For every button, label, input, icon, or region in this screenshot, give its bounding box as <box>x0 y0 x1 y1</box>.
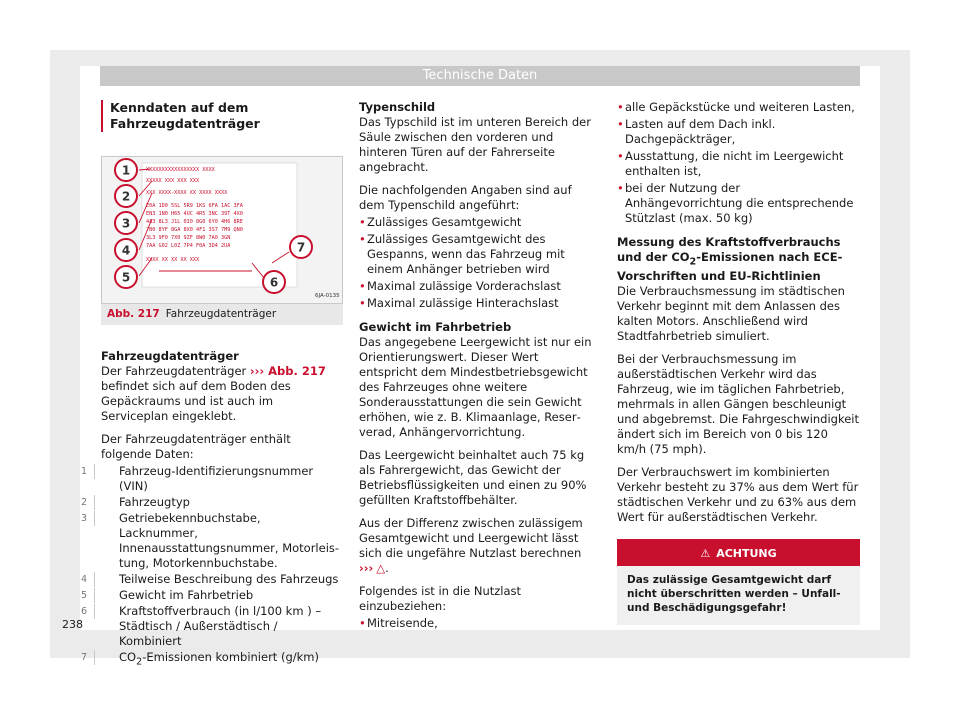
callout-number: 6 <box>269 275 279 290</box>
figure-caption-text: Fahrzeugdatenträger <box>165 308 277 320</box>
column-1 <box>81 100 343 670</box>
item-text-subscript: 2 <box>136 656 143 668</box>
item-text: Fahrzeugtyp <box>119 495 190 509</box>
bullet-item: • Zulässiges Gesamtgewicht des Gespanns, wenn das Fahrzeug mit einem Anhänger betrieben wird <box>359 232 600 277</box>
callout-number: 3 <box>121 216 131 231</box>
list-item <box>81 464 343 494</box>
list-item <box>81 588 343 603</box>
numbered-list <box>81 464 343 669</box>
heading-subscript: 2 <box>689 256 697 268</box>
callout-number: 1 <box>121 163 131 178</box>
item-number: 3 <box>81 511 95 526</box>
column-3 <box>617 100 860 625</box>
paragraph: Die Verbrauchsmessung im städtischen Verkehr beginnt mit dem Anlassen des kalten Motors. Anschließend wird Stadtfahrbetrieb simuliert. <box>617 284 845 344</box>
vehicle-data-sticker-figure <box>101 156 343 304</box>
item-text: Getriebekennbuchstabe, Lacknummer, Innenausstattungsnummer, Motorleistung, Motorkennbuchstabe. <box>119 511 340 570</box>
paragraph: Das Leergewicht beinhaltet auch 75 kg als Fahrergewicht, das Gewicht der Betriebsflüssigkeiten und einen zu 90% gefüllten Kraftstoffbehälter. <box>359 448 587 507</box>
item-text: Fahrzeug-Identifizierungsnummer (VIN) <box>119 464 314 493</box>
sticker-row: XXXXX XXX XXX XXX <box>146 178 200 184</box>
item-number: 5 <box>81 588 95 603</box>
item-text: Gewicht im Fahrbetrieb <box>119 588 254 602</box>
bullet-item: • Ausstattung, die nicht im Leergewicht enthalten ist, <box>617 149 860 179</box>
subheading-messung <box>617 235 860 284</box>
list-item <box>81 495 343 510</box>
bullet-item: • Mitreisende, <box>359 616 600 631</box>
figure-caption <box>101 304 343 325</box>
item-text: Teilweise Beschreibung des Fahrzeugs <box>119 572 339 586</box>
image-code: 6JA-0135 <box>315 293 340 299</box>
warning-header <box>617 541 860 566</box>
bullet-item: • bei der Nutzung der Anhängevorrichtung die entsprechende Stützlast (max. 50 kg) <box>617 181 860 226</box>
item-number: 4 <box>81 572 95 587</box>
sticker-row: EN3 1N0 H65 4UC 4R5 3NC 39T 4X0 <box>146 211 243 217</box>
item-number: 7 <box>81 650 95 665</box>
callout-number: 7 <box>296 240 306 255</box>
bullet-item: • alle Gepäckstücke und weiteren Lasten, <box>617 100 860 115</box>
figure-number: Abb. 217 <box>107 308 160 320</box>
item-number: 1 <box>81 464 95 479</box>
figure-reference-link[interactable]: ››› Abb. 217 <box>249 364 326 378</box>
callout-number: 5 <box>121 270 131 285</box>
heading-text: -Emissionen nach ECE-Vorschriften und EU-Richtlinien <box>617 250 843 284</box>
paragraph <box>359 516 600 576</box>
paragraph: Bei der Verbrauchsmessung im außerstädtischen Verkehr wird das Fahrzeug, wie im täglichen Fahrbetrieb, mehrmals in allen Gängen beschleunigt und abgebremst. Die Fahrgeschwindigkeit ändert sich im Bereich von 0 bis 120 km/h (75 mph). <box>617 352 860 457</box>
item-text: CO <box>119 650 137 664</box>
paragraph-text: befindet sich auf dem Boden des Gepäckraums und ist auch im Serviceplan eingeklebt. <box>101 379 291 423</box>
warning-box <box>617 539 860 625</box>
bullet-item: • Maximal zulässige Hinterachslast <box>359 296 600 311</box>
subheading-fahrzeugdatentraeger: Fahrzeugdatenträger <box>101 349 239 363</box>
sticker-row: XXX XXXX-XXXX XX XXXX XXXX <box>146 190 228 196</box>
page-number: 238 <box>62 618 83 631</box>
column-2 <box>359 100 600 633</box>
running-header: Technische Daten <box>100 66 860 86</box>
sticker-row: 7B0 8YF 8GA 8X0 4F1 3S7 7M9 QN0 <box>146 227 243 233</box>
item-text: -Emissionen kombiniert (g/km) <box>142 650 319 664</box>
bullet-item: • Maximal zulässige Vorderachslast <box>359 279 600 294</box>
warning-text: Das zulässige Gesamtgewicht darf nicht überschritten werden – Unfall- und Beschädigungsgefahr! <box>627 574 841 615</box>
warning-triangle-icon: ⚠ <box>700 547 711 561</box>
paragraph <box>101 364 343 424</box>
item-number: 2 <box>81 495 95 510</box>
warning-reference-link[interactable]: ››› <box>359 561 374 575</box>
sticker-row: 7AA G02 L0Z 7P4 F0A 3D4 2UA <box>146 243 231 249</box>
list-item <box>81 572 343 587</box>
section-title: Kenndaten auf dem Fahrzeugdatenträger <box>101 100 343 132</box>
paragraph: Die nachfolgenden Angaben sind auf dem Typenschild angeführt: <box>359 183 572 212</box>
list-item <box>81 511 343 571</box>
paragraph-text: Aus der Differenz zwischen zulässigem Gesamtgewicht und Leergewicht lässt sich die ungefähre Nutzlast berechnen <box>359 516 583 560</box>
callout-number: 4 <box>121 243 131 258</box>
vehicle-data-sticker-illustration <box>102 157 342 303</box>
bullet-item: • Zulässiges Gesamtgewicht <box>359 215 600 230</box>
callout-number: 2 <box>121 189 131 204</box>
paragraph-text: Der Fahrzeugdatenträger <box>101 364 250 378</box>
item-text: Kraftstoffverbrauch (in l/100 km ) – Städtisch / Außerstädtisch / Kombiniert <box>119 604 322 648</box>
subheading-gewicht: Gewicht im Fahrbetrieb <box>359 320 512 334</box>
paragraph: Das angegebene Leergewicht ist nur ein Orientierungswert. Dieser Wert entspricht dem Mindestbetriebsgewicht des Fahrzeuges ohne weitere Sonderausstattungen die sein Gewicht erhöhen, wie z. B. Klimaanlage, Reserverad, Anhängervorrichtung. <box>359 335 592 439</box>
list-item <box>81 650 343 669</box>
warning-triangle-icon: △ <box>376 561 386 575</box>
sticker-row: XXXXXXXXXXXXXXXXX XXXX <box>146 167 215 173</box>
paragraph: Der Verbrauchswert im kombinierten Verkehr besteht zu 37% aus dem Wert für städtischen Verkehr und zu 63% aus dem Wert für außerstädtischen Verkehr. <box>617 465 859 525</box>
sticker-row: E0A 1D0 5SL 5R9 1KS 6FA 1AC 3FA <box>146 203 243 209</box>
item-number: 6 <box>81 604 95 619</box>
paragraph: Folgendes ist in die Nutzlast einzubeziehen: <box>359 584 522 613</box>
paragraph: Der Fahrzeugdatenträger enthält folgende Daten: <box>101 432 291 461</box>
sticker-row: 4A3 8L3 J1L 0I0 8G0 6Y0 4H6 8RE <box>146 219 243 225</box>
list-item <box>81 604 343 649</box>
paragraph-text: . <box>385 561 389 575</box>
paragraph: Das Typschild ist im unteren Bereich der Säule zwischen den vorderen und hinteren Türen auf der Fahrerseite angebracht. <box>359 115 591 174</box>
sticker-row: XXXX XX XX XX XXX <box>146 257 200 263</box>
subheading-typenschild: Typenschild <box>359 100 436 114</box>
heading-text: Messung des Kraftstoffverbrauchs und der CO <box>617 235 841 264</box>
bullet-item: • Lasten auf dem Dach inkl. Dachgepäckträger, <box>617 117 860 147</box>
warning-title: ACHTUNG <box>716 547 777 561</box>
sticker-row: 3L3 9F0 7X0 9ZF 8W0 7A0 3GN <box>146 235 231 241</box>
